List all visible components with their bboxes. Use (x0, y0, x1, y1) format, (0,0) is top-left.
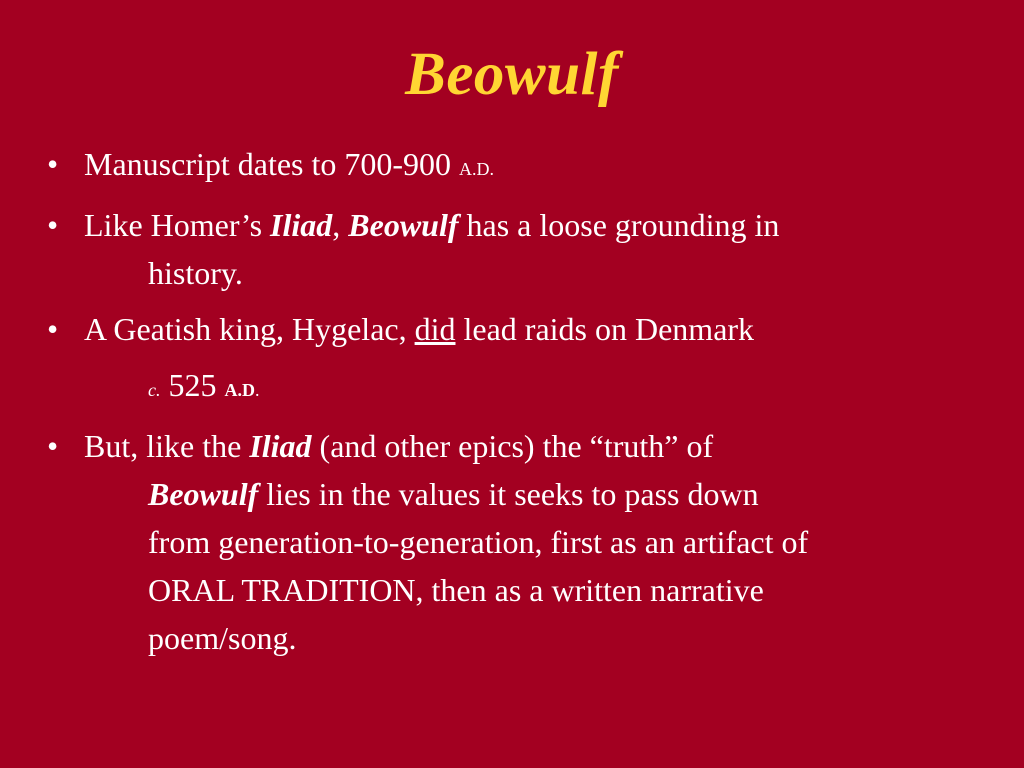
bullet-dot: • (47, 428, 59, 464)
bullet-dot: • (47, 207, 59, 243)
bullet-item (47, 201, 987, 297)
comma: , (332, 207, 341, 243)
title-beowulf: Beowulf (148, 476, 259, 512)
title-iliad: Iliad (270, 207, 333, 243)
bullet-text: lies in the values it seeks to pass down (266, 476, 759, 512)
bullet-item (47, 305, 987, 353)
era-abbrev: A.D (224, 380, 255, 400)
bullet-continuation (84, 470, 987, 518)
year: 525 (168, 367, 217, 403)
bullet-text: A Geatish king, Hygelac, (84, 311, 407, 347)
bullet-list (47, 140, 987, 670)
bullet-dot: • (47, 311, 59, 347)
era-period: . (255, 380, 260, 400)
bullet-continuation: poem/song. (148, 620, 297, 656)
title-beowulf: Beowulf (348, 207, 459, 243)
bullet-text: But, like the (84, 428, 242, 464)
bullet-text: (and other epics) the “truth” of (319, 428, 714, 464)
bullet-continuation: from generation-to-generation, first as an artifact of (148, 524, 809, 560)
date-line (47, 361, 987, 414)
bullet-text: lead raids on Denmark (463, 311, 755, 347)
era-abbrev: A.D. (459, 159, 495, 179)
bullet-item (47, 140, 987, 193)
bullet-text: Like Homer’s (84, 207, 263, 243)
emphasis-did: did (414, 311, 456, 347)
circa-abbrev: c. (148, 380, 161, 400)
bullet-text: has a loose grounding in (466, 207, 780, 243)
bullet-dot: • (47, 146, 59, 182)
slide-title: Beowulf (405, 41, 619, 108)
title-iliad: Iliad (249, 428, 312, 464)
bullet-continuation: history. (148, 255, 243, 291)
bullet-continuation: ORAL TRADITION, then as a written narrative (148, 572, 764, 608)
bullet-text: Manuscript dates to 700-900 (84, 146, 452, 182)
bullet-item (47, 422, 987, 662)
